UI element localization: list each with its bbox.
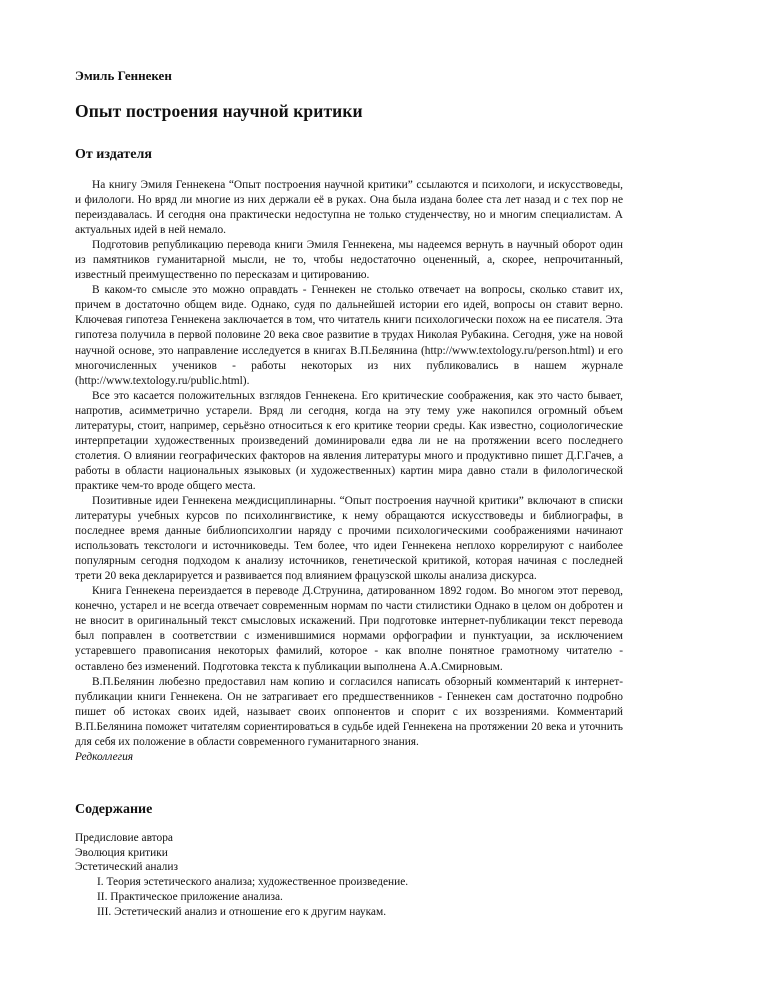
toc-item[interactable]: Эстетический анализ bbox=[75, 861, 178, 874]
paragraph: Позитивные идеи Геннекена междисциплинарны. “Опыт построения научной критики” включают в списки литературы учебных курсов по психолингвистике, к нему обращаются искусствоведы и библиографы, в последнее время данные библиопсихолгии наряду с прочими психологическими соображениями начинают использовать текстологи и источниковеды. Тем более, что идеи Геннекена неплохо коррелируют с наиболее популярным сегодня подходом к анализу источников, генетической критикой, которая начиная с последней трети 20 века декларируется и развивается под влиянием фрацузской школы анализа дискурса. bbox=[75, 494, 623, 583]
publisher-section-heading: От издателя bbox=[75, 147, 152, 162]
toc-item[interactable]: Эволюция критики bbox=[75, 846, 168, 859]
book-title: Опыт построения научной критики bbox=[75, 101, 363, 121]
toc-item[interactable]: Предисловие автора bbox=[75, 832, 173, 844]
paragraph: В.П.Белянин любезно предоставил нам копию и согласился написать обзорный комментарий к интернет-публикации книги Геннекена. Он не затрагивает его предшественников - Геннекен сам достаточно подробно пишет об истоках своих идей, называет своих оппонентов и спорит с их воззрениями. Комментарий В.П.Белянина поможет читателям сориентироваться в судьбе идей Геннекена на протяжении 20 века и уточнить для себя их положение в области современного гуманитарного знания. bbox=[75, 675, 623, 748]
toc-subitem[interactable]: II. Практическое приложение анализа. bbox=[97, 890, 283, 903]
paragraph: В каком-то смысле это можно оправдать - Геннекен не столько отвечает на вопросы, сколько ставит их, причем в достаточно общем виде. Однако, судя по дальнейшей истории его идей, вопросы он ставит верно. Ключевая гипотеза Геннекена заключается в том, что читатель книги психологически похож на ее писателя. Эта гипотеза получила в первой половине 20 века свое развитие в трудах Николая Рубакина. Сегодня, уже на новой научной основе, это направление исследуется в книгах В.П.Белянина (http://www.textology.ru/person.html) и его многочисленных учеников - работы некоторых из них публиковались в нашем журнале (http://www.textology.ru/public.html). bbox=[75, 284, 623, 387]
signature: Редколлегия bbox=[75, 750, 134, 763]
paragraph: Подготовив републикацию перевода книги Эмиля Геннекена, мы надеемся вернуть в научный оборот один из памятников гуманитарной мысли, не то, чтобы недостаточно оцененный, а, скорее, непрочитанный, известный преимущественно по пересказам и цитированию. bbox=[75, 239, 623, 282]
toc-heading: Содержание bbox=[75, 802, 153, 817]
author-name: Эмиль Геннекен bbox=[75, 68, 172, 83]
paragraph: Все это касается положительных взглядов Геннекена. Его критические соображения, как это часто бывает, напротив, асимметрично устарели. Вряд ли сегодня, когда на эту тему уже накопился огромный объем литературы, стоит, например, серьёзно относиться к его критике теории среды. Как известно, социологические интерпретации художественных произведений доминировали едва ли не на протяжении всего последнего столетия. О влиянии географических факторов на явления литературы много и продуктивно пишет Д.Г.Гачев, а работы в области национальных языковых (и художественных) картин мира давно стали в филологической практике чем-то вроде общего места. bbox=[75, 389, 623, 492]
paragraph: Книга Геннекена переиздается в переводе Д.Струнина, датированном 1892 годом. Во многом этот перевод, конечно, устарел и не всегда отвечает современным нормам по части стилистики Однако в целом он добротен и не вносит в оригинальный текст смысловых искажений. При подготовке интернет-публикации текст перевода был поправлен в соответствии с изменившимися нормами орфографии и пунктуации, за исключением устаревшего правописания некоторых фамилий, которое - как вполне понятное грамотному читателю - оставлено без изменений. Подготовка текста к публикации выполнена А.А.Смирновым. bbox=[75, 585, 623, 673]
table-of-contents bbox=[75, 831, 408, 919]
publisher-section-body bbox=[75, 178, 623, 765]
paragraph: На книгу Эмиля Геннекена “Опыт построения научной критики” ссылаются и психологи, и искусствоведы, и филологи. Но вряд ли многие из них держали её в руках. Она была издана более ста лет назад и с тех пор не переиздавалась. И сегодня она практически недоступна не только студенчеству, но и многим специалистам. А актуальных идей в ней немало. bbox=[75, 179, 623, 237]
toc-subitem[interactable]: I. Теория эстетического анализа; художественное произведение. bbox=[97, 876, 409, 889]
toc-subitem[interactable]: III. Эстетический анализ и отношение его к другим наукам. bbox=[97, 905, 387, 918]
